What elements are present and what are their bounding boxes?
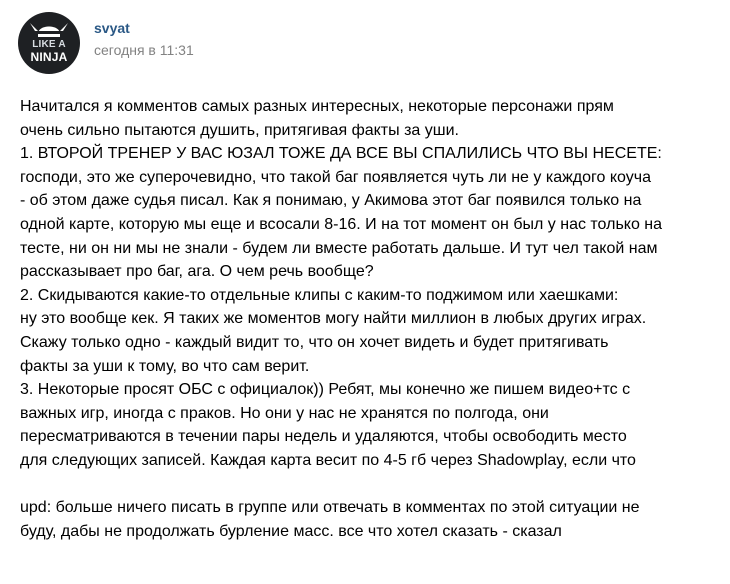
post-text-line: для следующих записей. Каждая карта весит по 4-5 гб через Shadowplay, если что [20,451,636,469]
post-text-line: очень сильно пытаются душить, притягивая факты за уши. [20,121,459,139]
post-text-line: пересматриваются в течении пары недель и удаляются, чтобы освободить место [20,428,627,446]
avatar-brand-line2: NINJA [30,50,68,64]
post-text-blank-line [20,473,720,497]
post-text-line: 2. Скидываются какие-то отдельные клипы с каким-то поджимом или хаешками: [20,286,619,304]
post-text-line: Скажу только одно - каждый видит то, что он хочет видеть и будет притягивать [20,333,609,351]
post-timestamp[interactable]: сегодня в 11:31 [94,42,194,58]
post-text-line: - об этом даже судья писал. Как я понимаю, у Акимова этот баг появился только на [20,192,642,210]
post-text-line: господи, это же суперочевидно, что такой баг появляется чуть ли не у каждого коуча [20,168,651,186]
post-text-line: одной карте, которую мы еще и всосали 8-16. И на тот момент он был у нас только на [20,215,663,233]
post-text-line: ну это вообще кек. Я таких же моментов могу найти миллион в любых других играх. [20,310,647,328]
post-text-line: upd: больше ничего писать в группе или отвечать в комментах по этой ситуации не [20,499,640,517]
post-text-line: 1. ВТОРОЙ ТРЕНЕР У ВАС ЮЗАЛ ТОЖЕ ДА ВСЕ ВЫ СПАЛИЛИСЬ ЧТО ВЫ НЕСЕТЕ: [20,145,662,163]
author-name-link[interactable]: svyat [94,20,130,36]
avatar[interactable] [18,12,80,74]
post-text-line: тесте, ни он ни мы не знали - будем ли вместе работать дальше. И тут чел такой нам [20,239,658,257]
avatar-brand-line1: LIKE A [32,39,66,50]
post-text-line: буду, дабы не продолжать бурление масс. все что хотел сказать - сказал [20,522,562,540]
post-text-line: рассказывает про баг, ага. О чем речь вообще? [20,263,374,281]
post-text-line: 3. Некоторые просят ОБС с официалок)) Ребят, мы конечно же пишем видео+тс с [20,381,631,399]
post-text [20,95,720,543]
post-text-line: Начитался я комментов самых разных интересных, некоторые персонажи прям [20,98,614,115]
post-text-line: факты за уши к тому, во что сам верит. [20,357,310,375]
post-text-line: важных игр, иногда с праков. Но они у нас не хранятся по полгода, они [20,404,549,422]
post-header [18,12,618,76]
